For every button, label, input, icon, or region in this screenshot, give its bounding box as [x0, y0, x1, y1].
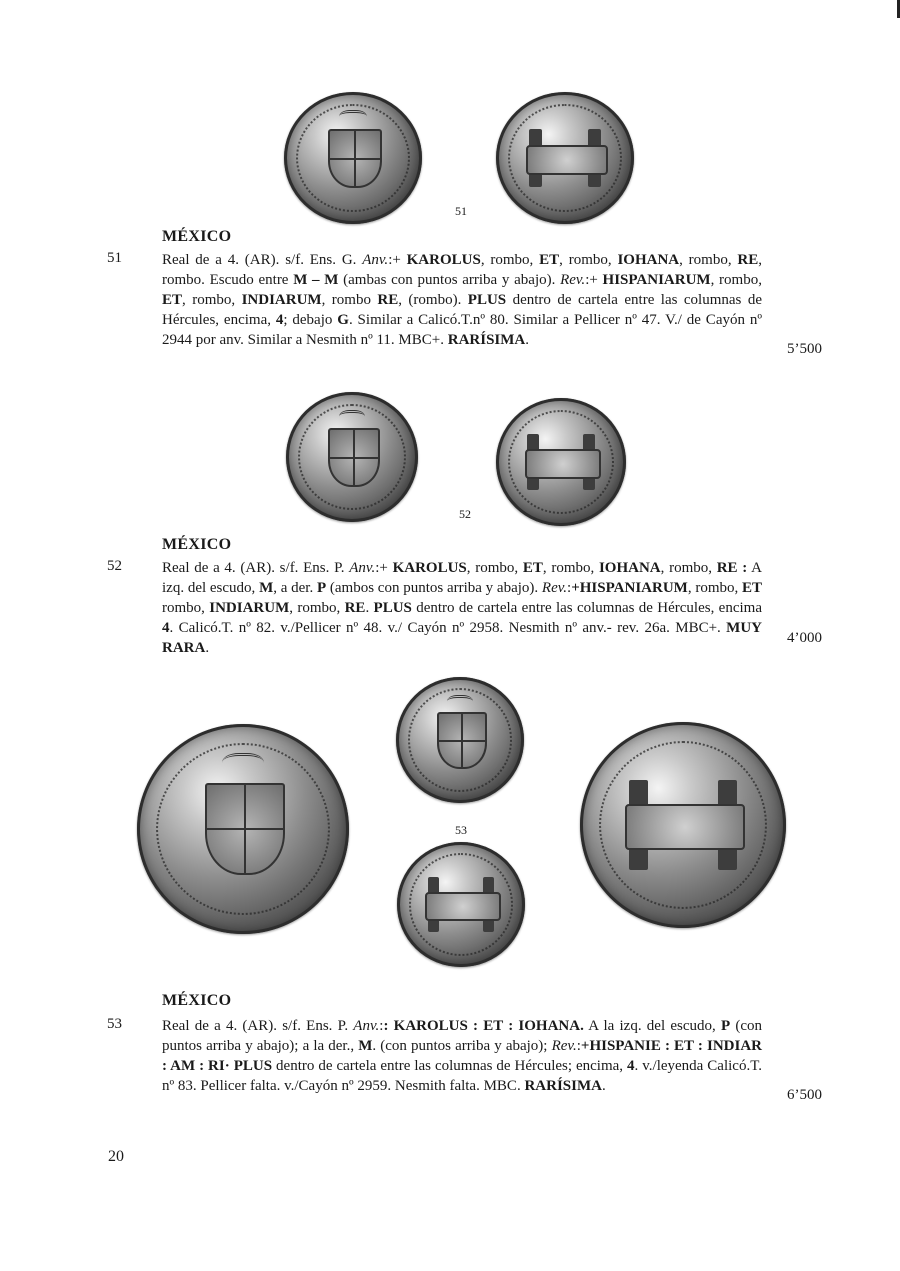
- coin-53-label: 53: [455, 823, 467, 837]
- coat-of-arms-shield: [205, 783, 285, 875]
- coat-of-arms-shield: [328, 129, 382, 188]
- crown-icon: [339, 110, 367, 126]
- coin-53-obverse-large: [137, 724, 349, 934]
- coin-52-reverse: [496, 398, 626, 526]
- entry-52-description: Real de a 4. (AR). s/f. Ens. P. Anv.:+ KAROLUS, rombo, ET, rombo, IOHANA, rombo, RE : A izq. del escudo, M, a der. P (ambos con puntos arriba y abajo). Rev.:+HISPANIARUM, rombo, ET rombo, INDIARUM, rombo, RE. PLUS dentro de cartela entre las columnas de Hércules, encima 4. Calicó.T. nº 82. v./Pellicer nº 48. v./ Cayón nº 2958. Nesmith nº anv.- rev. 26a. MBC+. MUY RARA.: [162, 560, 763, 656]
- coin-52-obverse: [286, 392, 418, 522]
- entry-51-description: Real de a 4. (AR). s/f. Ens. G. Anv.:+ KAROLUS, rombo, ET, rombo, IOHANA, rombo, RE, rombo. Escudo entre M – M (ambas con puntos arriba y abajo). Rev.:+ HISPANIARUM, rombo, ET, rombo, INDIARUM, rombo RE, (rombo). PLUS dentro de cartela entre las columnas de Hércules, encima, 4; debajo G. Similar a Calicó.T.nº 80. Similar a Pellicer nº 47. V./ de Cayón nº 2944 por anv. Similar a Nesmith nº 11. MBC+. RARÍSIMA.: [162, 252, 762, 348]
- plus-cartouche: [425, 892, 501, 921]
- page-number: 20: [108, 1148, 124, 1165]
- coin-53-reverse-large: [580, 722, 786, 928]
- plus-cartouche: [525, 449, 602, 479]
- coin-53-reverse-small: [397, 842, 525, 967]
- crown-icon: [339, 410, 365, 426]
- entry-53-price: 6’500: [787, 1087, 822, 1103]
- coin-52-label: 52: [459, 507, 471, 521]
- coin-51-label: 51: [455, 204, 467, 218]
- entry-51-lot-number: 51: [107, 250, 122, 266]
- crown-icon: [222, 753, 264, 777]
- plus-cartouche: [526, 145, 607, 175]
- crown-icon: [447, 695, 473, 711]
- coin-51-obverse: [284, 92, 422, 224]
- coat-of-arms-shield: [437, 712, 487, 769]
- coat-of-arms-shield: [328, 428, 380, 487]
- entry-53-lot-number: 53: [107, 1016, 122, 1032]
- entry-52-title: MÉXICO: [162, 536, 232, 553]
- entry-51-title: MÉXICO: [162, 228, 232, 245]
- entry-52-price: 4’000: [787, 630, 822, 646]
- plus-cartouche: [625, 804, 744, 849]
- entry-53-title: MÉXICO: [162, 992, 232, 1009]
- coin-53-obverse-small: [396, 677, 524, 803]
- entry-52-lot-number: 52: [107, 558, 122, 574]
- coin-51-reverse: [496, 92, 634, 224]
- entry-53-description: Real de a 4. (AR). s/f. Ens. P. Anv.:: KAROLUS : ET : IOHANA. A la izq. del escudo, P (con puntos arriba y abajo); a la der., M. (con puntos arriba y abajo); Rev.:+HISPANIE : ET : INDIAR : AM : RI· PLUS dentro de cartela entre las columnas de Hércules; encima, 4. v./leyenda Calicó.T. nº 83. Pellicer falta. v./Cayón nº 2959. Nesmith falta. MBC. RARÍSIMA.: [162, 1018, 763, 1094]
- entry-51-price: 5’500: [787, 341, 822, 357]
